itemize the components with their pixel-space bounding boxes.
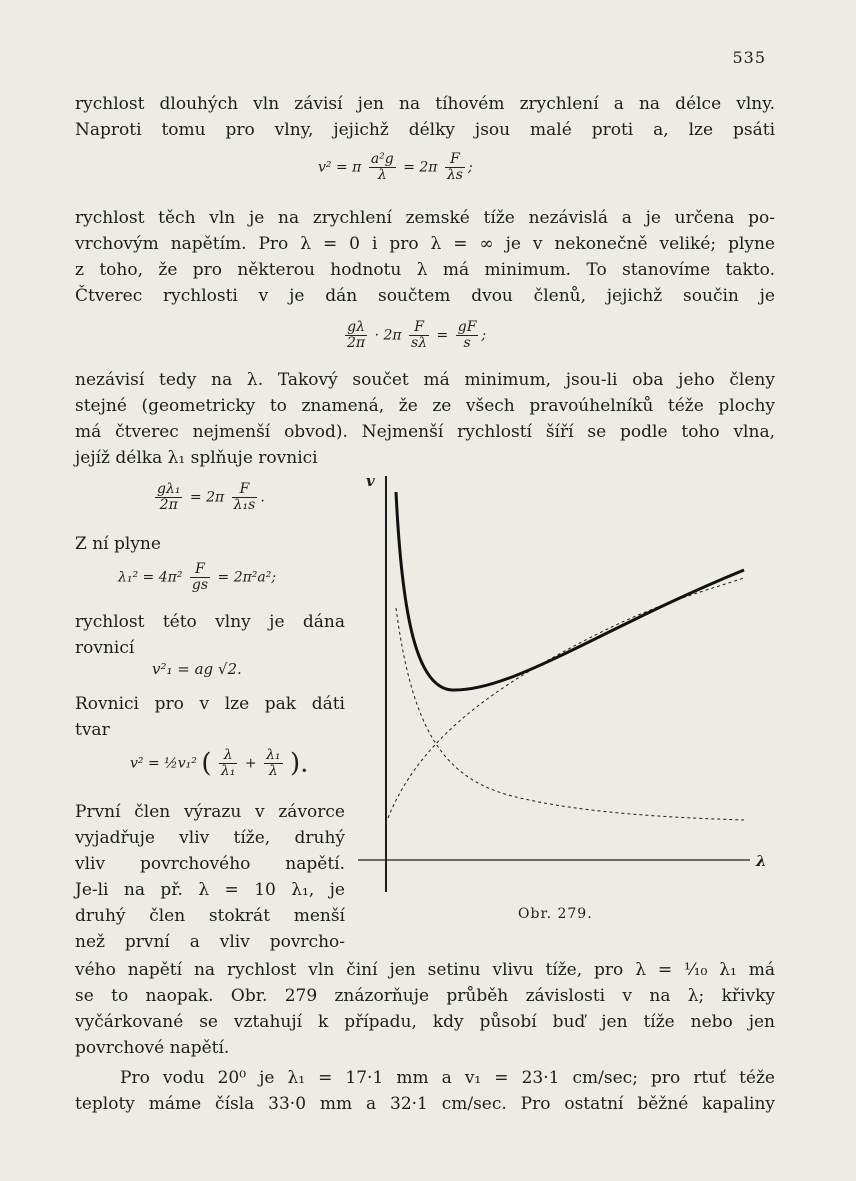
formula-v1-squared: v²₁ = ag √2. (152, 660, 242, 678)
text-line: rychlost těch vln je na zrychlení zemské tíže nezávislá a je určena po- (75, 208, 775, 228)
text-line: má čtverec nejmenší obvod). Nejmenší rychlostí šíří se podle toho vlna, (75, 422, 775, 442)
text-line: Je-li na př. λ = 10 λ₁, je (75, 880, 345, 900)
text-line: Čtverec rychlosti v je dán součtem dvou členů, jejichž součin je (75, 286, 775, 306)
text-line: nezávisí tedy na λ. Takový součet má minimum, jsou-li oba jeho členy (75, 370, 775, 390)
text-line: se to naopak. Obr. 279 znázorňuje průběh závislosti v na λ; křivky (75, 986, 775, 1006)
y-axis-label: v (366, 472, 375, 490)
text-line: vyčárkované se vztahují k případu, kdy působí buď jen tíže nebo jen (75, 1012, 775, 1032)
figure-279 (352, 468, 772, 928)
text-line: povrchové napětí. (75, 1038, 230, 1058)
text-line: z toho, že pro některou hodnotu λ má minimum. To stanovíme takto. (75, 260, 775, 280)
text-line: tvar (75, 720, 110, 740)
text-line: vého napětí na rychlost vln činí jen setinu vlivu tíže, pro λ = ¹⁄₁₀ λ₁ má (75, 960, 775, 980)
formula-v-squared-final: v² = ½v₁² ( $\frac{\lambda}{\text{λ₁}}$ + $\frac{\text{λ₁}}{\lambda}$ ). (130, 747, 309, 779)
text-line: stejné (geometricky to znamená, že ze všech pravoúhelníků téže plochy (75, 396, 775, 416)
formula-product: $\frac{g\lambda}{2\pi}$ · 2π $\frac{F}{s\lambda}$ = $\frac{gF}{s}$ ; (347, 319, 487, 351)
text-line: vyjadřuje vliv tíže, druhý (75, 828, 345, 848)
figure-caption: Obr. 279. (518, 906, 593, 922)
formula-v-squared: v² = π $\frac{\text{a²g}}{\lambda}$ = 2π $\frac{F}{\lambda s}$ ; (318, 151, 473, 183)
text-line: teploty máme čísla 33·0 mm a 32·1 cm/sec. Pro ostatní běžné kapaliny (75, 1094, 775, 1114)
text-line: První člen výrazu v závorce (75, 802, 345, 822)
text-line: jejíž délka λ₁ splňuje rovnici (75, 448, 318, 468)
text-line: vliv povrchového napětí. (75, 854, 345, 874)
page-number: 535 (732, 48, 766, 67)
text-line: rychlost dlouhých vln závisí jen na tíhovém zrychlení a na délce vlny. (75, 94, 775, 114)
total-velocity-curve (396, 492, 744, 690)
text-line: rovnicí (75, 638, 135, 658)
text-line: než první a vliv povrcho- (75, 932, 345, 952)
text-line: Naproti tomu pro vlny, jejichž délky jsou malé proti a, lze psáti (75, 120, 775, 140)
text-line: Rovnici pro v lze pak dáti (75, 694, 345, 714)
x-axis-label: λ (756, 852, 767, 870)
text-line: Pro vodu 20⁰ je λ₁ = 17·1 mm a v₁ = 23·1 cm/sec; pro rtuť téže (120, 1068, 775, 1088)
text-line: rychlost této vlny je dána (75, 612, 345, 632)
text-line: vrchovým napětím. Pro λ = 0 i pro λ = ∞ je v nekonečně veliké; plyne (75, 234, 775, 254)
velocity-wavelength-plot (352, 468, 772, 928)
formula-lambda1-squared: λ₁² = 4π² $\frac{F}{gs}$ = 2π²a²; (118, 561, 277, 593)
formula-lambda1: $\frac{\text{gλ₁}}{2\pi}$ = 2π $\frac{F}{\text{λ₁s}}$ . (157, 481, 265, 513)
surface-tension-dashed-curve (396, 608, 744, 820)
text-line: druhý člen stokrát menší (75, 906, 345, 926)
text-line: Z ní plyne (75, 534, 161, 554)
gravity-dashed-curve (388, 578, 744, 818)
